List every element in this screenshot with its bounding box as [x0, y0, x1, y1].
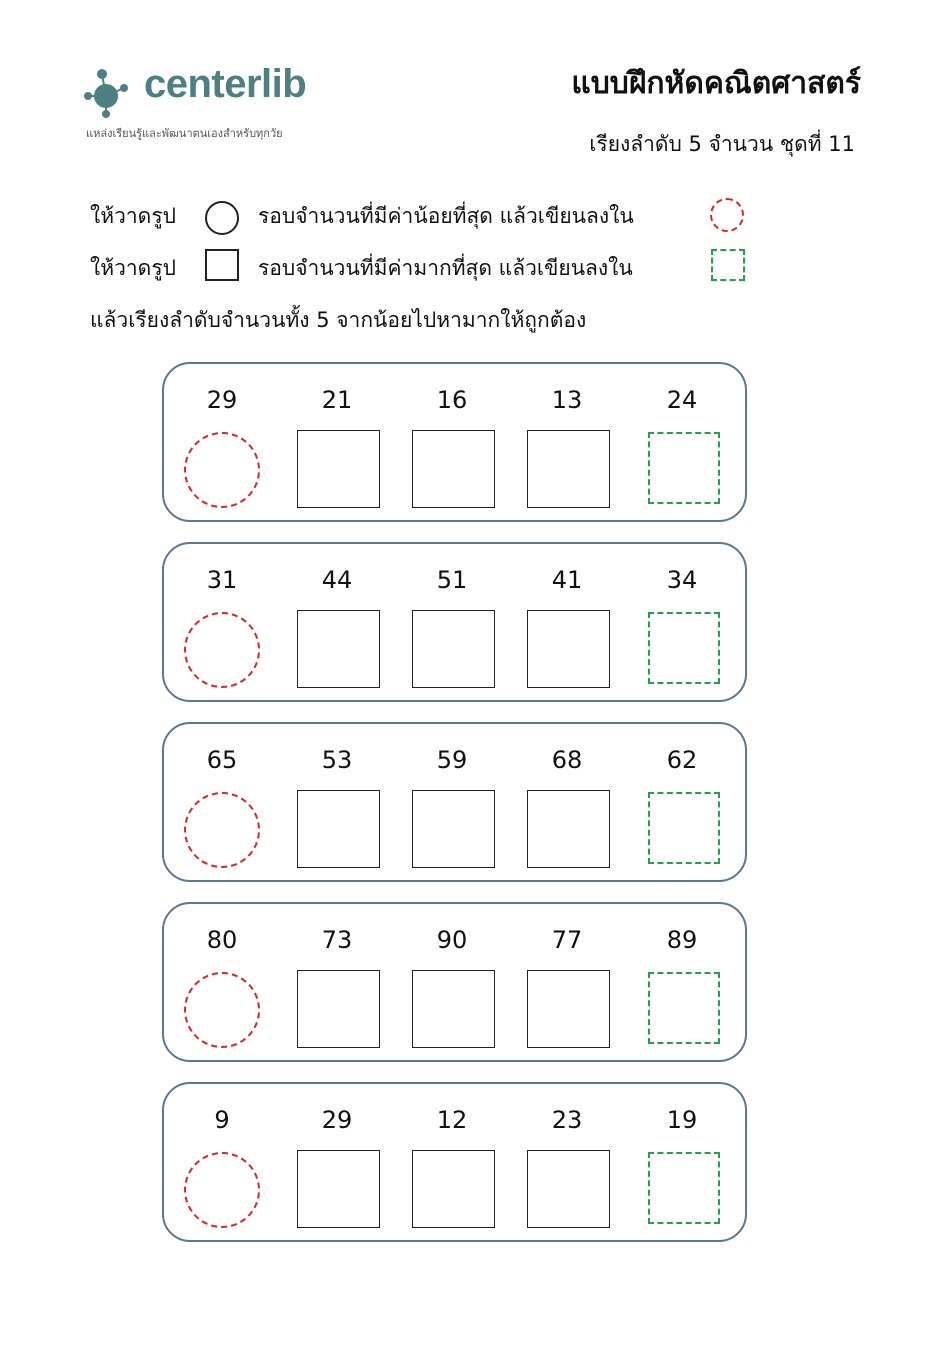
order-answer-box[interactable]	[412, 430, 495, 508]
order-answer-box[interactable]	[527, 610, 610, 688]
green-dashed-square-icon	[711, 249, 745, 281]
min-answer-circle[interactable]	[184, 612, 260, 688]
exercise-number: 68	[551, 746, 583, 774]
exercise-number: 73	[321, 926, 353, 954]
exercise-panel-3	[162, 722, 747, 882]
exercise-number: 34	[666, 566, 698, 594]
order-answer-box[interactable]	[297, 970, 380, 1048]
instruction-line-3: แล้วเรียงลำดับจำนวนทั้ง 5 จากน้อยไปหามากให้ถูกต้อง	[90, 308, 587, 332]
exercise-number: 23	[551, 1106, 583, 1134]
min-answer-circle[interactable]	[184, 972, 260, 1048]
exercise-number: 80	[206, 926, 238, 954]
exercise-number: 19	[666, 1106, 698, 1134]
worksheet-title: แบบฝึกหัดคณิตศาสตร์	[571, 66, 861, 101]
logo-wordmark: centerlib	[144, 62, 307, 106]
instruction-2-text: รอบจำนวนที่มีค่ามากที่สุด แล้วเขียนลงใน	[258, 256, 633, 280]
min-answer-circle[interactable]	[184, 432, 260, 508]
exercise-number: 51	[436, 566, 468, 594]
solid-square-icon	[205, 249, 239, 281]
exercise-panel-5	[162, 1082, 747, 1242]
exercise-number: 65	[206, 746, 238, 774]
order-answer-box[interactable]	[412, 1150, 495, 1228]
order-answer-box[interactable]	[297, 790, 380, 868]
exercise-number: 29	[206, 386, 238, 414]
exercise-number: 41	[551, 566, 583, 594]
instruction-1-prefix: ให้วาดรูป	[90, 204, 176, 228]
order-answer-box[interactable]	[527, 430, 610, 508]
exercise-panel-4	[162, 902, 747, 1062]
exercise-panel-2	[162, 542, 747, 702]
instruction-2-prefix: ให้วาดรูป	[90, 256, 176, 280]
exercise-number: 24	[666, 386, 698, 414]
exercise-number: 12	[436, 1106, 468, 1134]
max-answer-box[interactable]	[648, 792, 720, 864]
logo-tagline: แหล่งเรียนรู้และพัฒนาตนเองสำหรับทุกวัย	[86, 127, 283, 140]
order-answer-box[interactable]	[297, 610, 380, 688]
order-answer-box[interactable]	[527, 970, 610, 1048]
exercise-number: 89	[666, 926, 698, 954]
logo	[84, 62, 384, 146]
exercise-number: 90	[436, 926, 468, 954]
order-answer-box[interactable]	[412, 970, 495, 1048]
min-answer-circle[interactable]	[184, 792, 260, 868]
red-dashed-circle-icon	[710, 198, 744, 232]
exercise-number: 21	[321, 386, 353, 414]
exercise-number: 31	[206, 566, 238, 594]
order-answer-box[interactable]	[412, 790, 495, 868]
exercise-number: 62	[666, 746, 698, 774]
max-answer-box[interactable]	[648, 972, 720, 1044]
order-answer-box[interactable]	[297, 430, 380, 508]
exercise-number: 77	[551, 926, 583, 954]
max-answer-box[interactable]	[648, 1152, 720, 1224]
order-answer-box[interactable]	[297, 1150, 380, 1228]
logo-mark-icon	[84, 66, 144, 126]
order-answer-box[interactable]	[527, 790, 610, 868]
exercise-number: 13	[551, 386, 583, 414]
exercise-number: 44	[321, 566, 353, 594]
max-answer-box[interactable]	[648, 612, 720, 684]
exercise-number: 59	[436, 746, 468, 774]
exercise-number: 29	[321, 1106, 353, 1134]
min-answer-circle[interactable]	[184, 1152, 260, 1228]
exercise-number: 16	[436, 386, 468, 414]
exercise-number: 53	[321, 746, 353, 774]
max-answer-box[interactable]	[648, 432, 720, 504]
worksheet-subtitle: เรียงลำดับ 5 จำนวน ชุดที่ 11	[589, 132, 855, 156]
exercise-number: 9	[214, 1106, 230, 1134]
instruction-1-text: รอบจำนวนที่มีค่าน้อยที่สุด แล้วเขียนลงใน	[258, 204, 634, 228]
solid-circle-icon	[205, 201, 239, 235]
exercise-panel-1	[162, 362, 747, 522]
order-answer-box[interactable]	[527, 1150, 610, 1228]
order-answer-box[interactable]	[412, 610, 495, 688]
